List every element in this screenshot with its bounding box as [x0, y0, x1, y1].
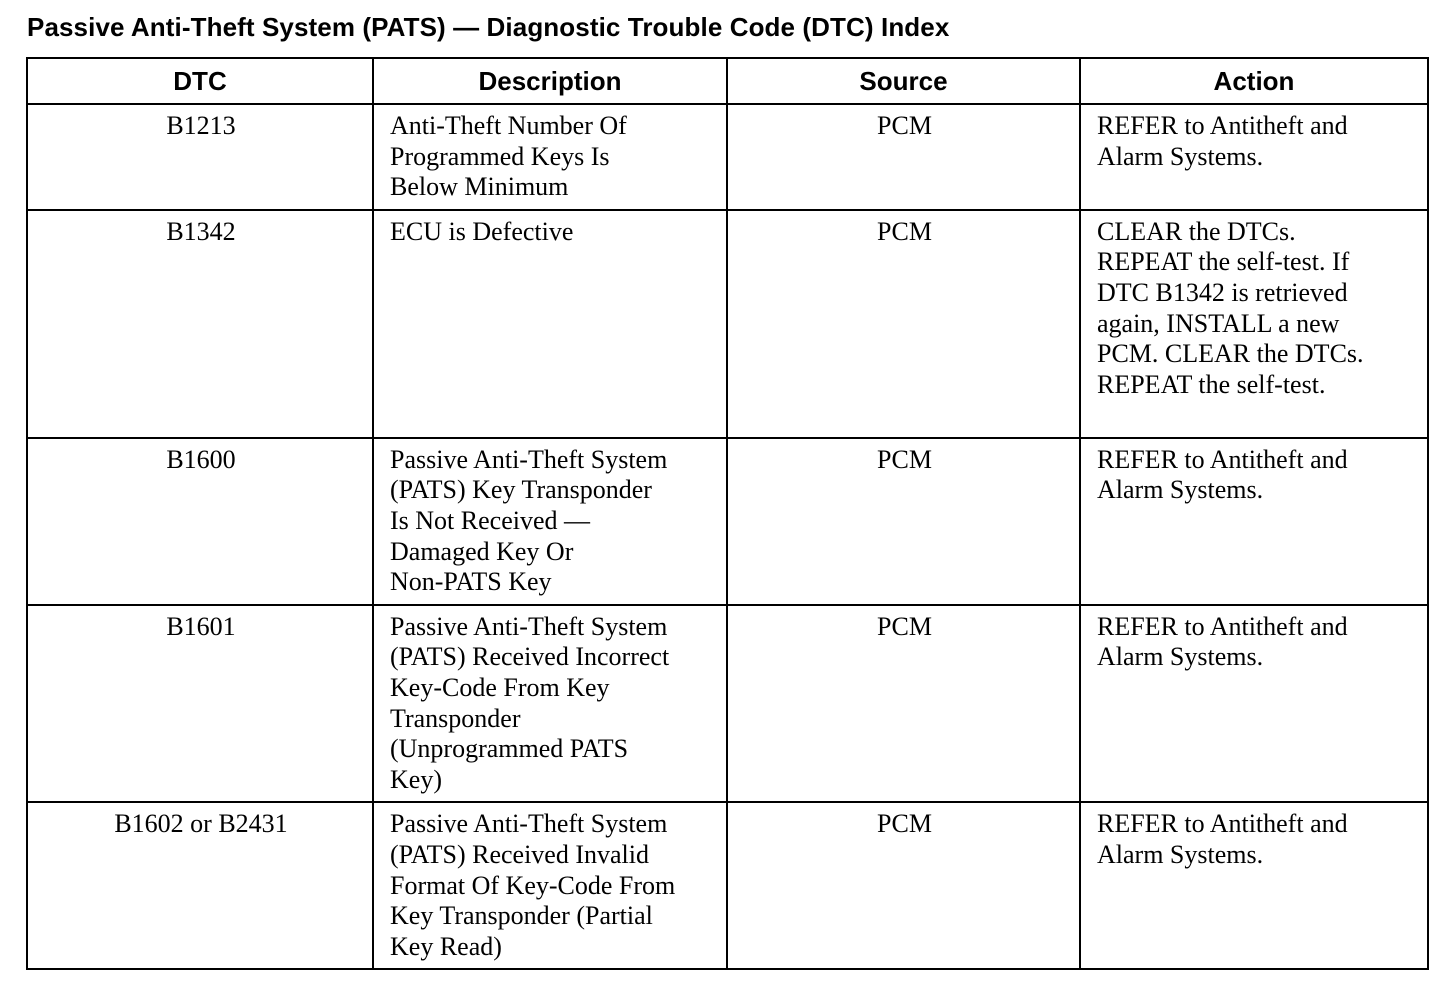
- description-cell: [373, 104, 727, 210]
- description-line: Passive Anti-Theft System: [390, 809, 668, 839]
- description-line: (PATS) Received Invalid: [390, 839, 649, 869]
- action-line: Alarm Systems.: [1097, 839, 1264, 869]
- description-cell: [373, 802, 727, 969]
- action-line: REFER to Antitheft and: [1097, 111, 1348, 140]
- dtc-code-cell: B1602 or B2431: [27, 802, 373, 969]
- source-cell: PCM: [727, 210, 1080, 438]
- description-line: Is Not Received —: [390, 505, 591, 535]
- dtc-code-cell: B1213: [27, 104, 373, 210]
- action-line: again, INSTALL a new: [1097, 308, 1340, 338]
- action-line: REFER to Antitheft and: [1097, 809, 1348, 839]
- description-line: Key-Code From Key: [390, 672, 610, 702]
- action-cell: [1080, 605, 1428, 803]
- source-cell: PCM: [727, 438, 1080, 605]
- description-line: (PATS) Received Incorrect: [390, 642, 670, 672]
- description-cell: [373, 438, 727, 605]
- description-cell: [373, 605, 727, 803]
- action-line: REFER to Antitheft and: [1097, 444, 1348, 474]
- description-line: Key Read): [390, 931, 502, 961]
- description-line: Transponder: [390, 703, 521, 733]
- dtc-code-cell: B1601: [27, 605, 373, 803]
- dtc-code-cell: B1600: [27, 438, 373, 605]
- action-line: Alarm Systems.: [1097, 141, 1264, 171]
- source-cell: PCM: [727, 605, 1080, 803]
- action-line: CLEAR the DTCs.: [1097, 216, 1296, 246]
- action-line: Alarm Systems.: [1097, 475, 1264, 505]
- action-cell: [1080, 802, 1428, 969]
- description-line: Passive Anti-Theft System: [390, 611, 668, 641]
- description-line: (Unprogrammed PATS: [390, 734, 629, 764]
- column-header-action: Action: [1080, 58, 1428, 104]
- description-line: Key): [390, 764, 442, 794]
- dtc-index-table: [26, 57, 1429, 970]
- action-line: REPEAT the self-test. If: [1097, 247, 1350, 277]
- table-row: [27, 104, 1428, 210]
- table-header-row: [27, 58, 1428, 104]
- description-line: Non-PATS Key: [390, 567, 552, 597]
- column-header-source: Source: [727, 58, 1080, 104]
- table-row: [27, 802, 1428, 969]
- action-cell: [1080, 104, 1428, 210]
- description-line: Programmed Keys Is: [390, 141, 610, 171]
- description-line: Damaged Key Or: [390, 536, 574, 566]
- description-line: Below Minimum: [390, 172, 569, 202]
- action-line: PCM. CLEAR the DTCs.: [1097, 339, 1364, 369]
- column-header-description: Description: [373, 58, 727, 104]
- action-cell: [1080, 438, 1428, 605]
- description-line: Format Of Key-Code From: [390, 870, 676, 900]
- table-row: [27, 605, 1428, 803]
- document-title: Passive Anti-Theft System (PATS) — Diagnostic Trouble Code (DTC) Index: [27, 12, 950, 42]
- description-line: ECU is Defective: [390, 216, 574, 246]
- description-line: Anti-Theft Number Of: [390, 111, 627, 140]
- action-line: REPEAT the self-test.: [1097, 369, 1326, 399]
- source-cell: PCM: [727, 104, 1080, 210]
- description-line: (PATS) Key Transponder: [390, 475, 652, 505]
- description-line: Passive Anti-Theft System: [390, 444, 668, 474]
- dtc-code-cell: B1342: [27, 210, 373, 438]
- column-header-dtc: DTC: [27, 58, 373, 104]
- action-cell: [1080, 210, 1428, 438]
- description-cell: [373, 210, 727, 438]
- source-cell: PCM: [727, 802, 1080, 969]
- action-line: REFER to Antitheft and: [1097, 611, 1348, 641]
- table-row: [27, 438, 1428, 605]
- action-line: Alarm Systems.: [1097, 642, 1264, 672]
- action-line: DTC B1342 is retrieved: [1097, 277, 1348, 307]
- description-line: Key Transponder (Partial: [390, 901, 653, 931]
- table-row: [27, 210, 1428, 438]
